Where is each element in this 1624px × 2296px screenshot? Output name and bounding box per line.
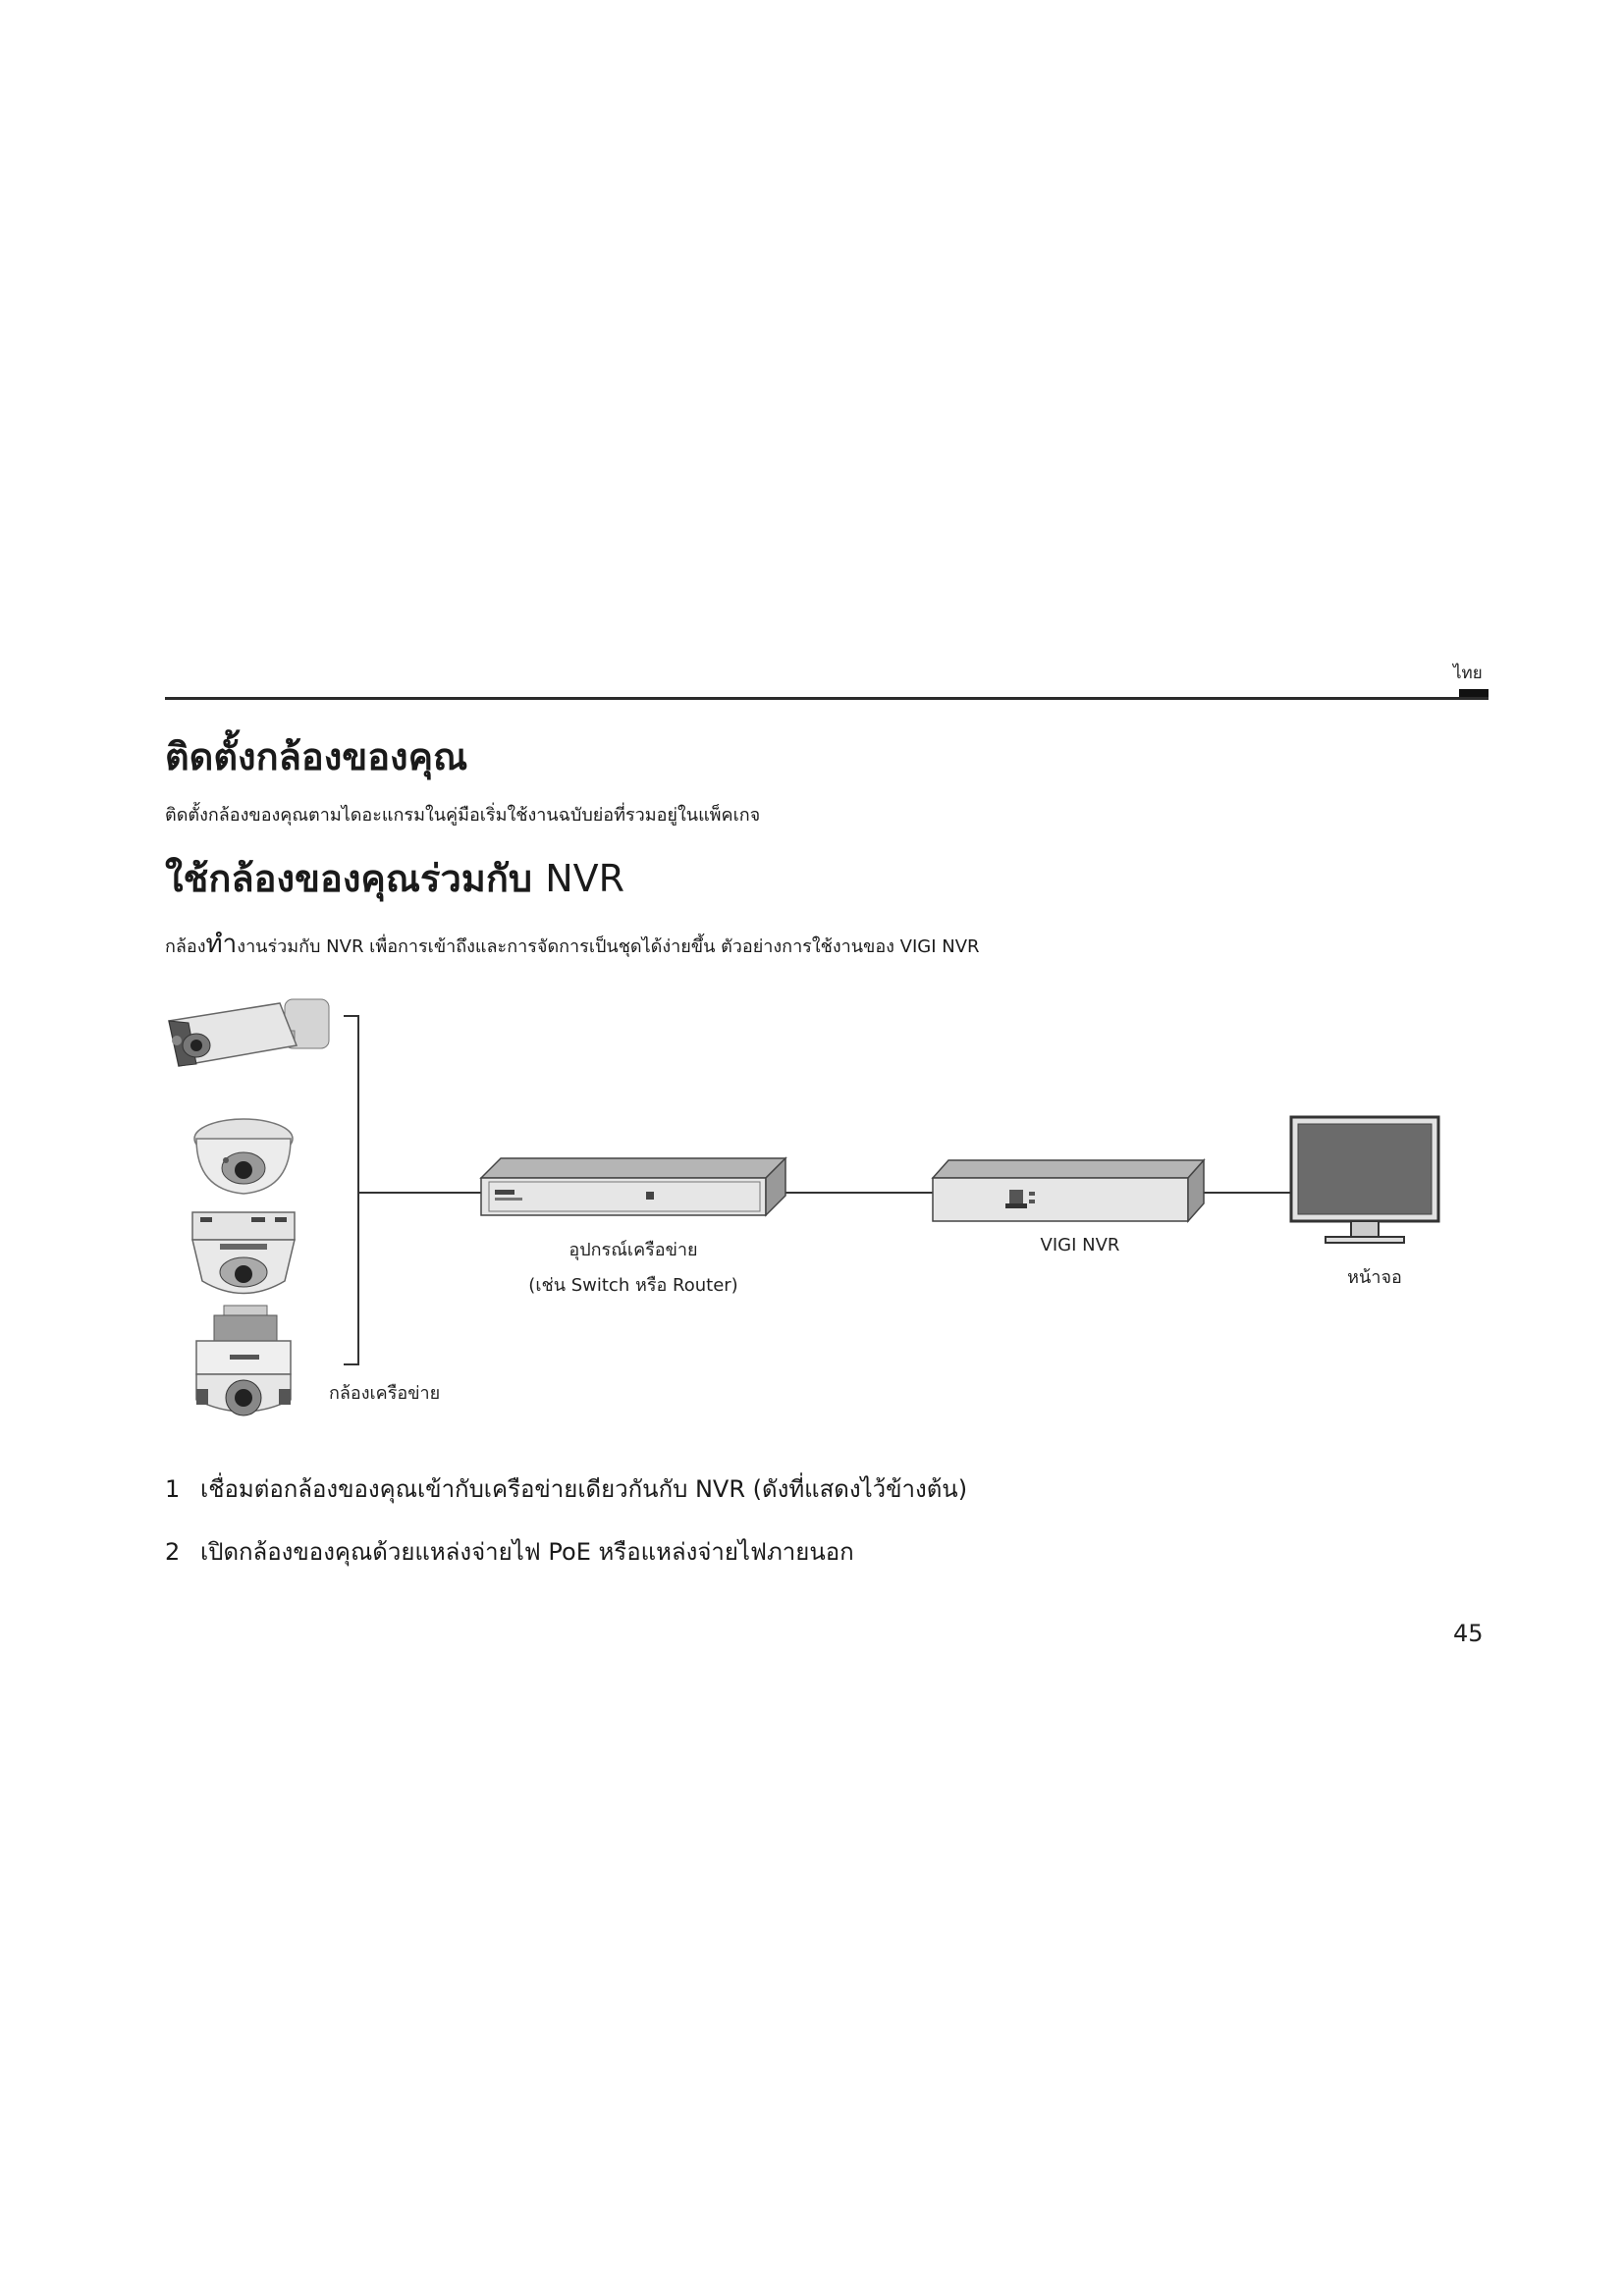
cameras-label: กล้องเครือข่าย	[329, 1383, 441, 1404]
nvr-description-prefix: กล้อง	[165, 936, 206, 957]
install-description: ติดตั้งกล้องของคุณตามไดอะแกรมในคู่มือเริ่มใช้งานฉบับย่อที่รวมอยู่ในแพ็คเกจ	[165, 805, 761, 826]
nvr-description-rest: งานร่วมกับ NVR เพื่อการเข้าถึงและการจัดการเป็นชุดได้ง่ายขึ้น ตัวอย่างการใช้งานของ VIGI NVR	[237, 936, 980, 957]
step-2-number: 2	[165, 1538, 181, 1566]
camera-bracket-line	[344, 1016, 358, 1364]
network-switch-icon	[481, 1158, 785, 1215]
step-1-number: 1	[165, 1475, 181, 1503]
dome-camera-icon	[192, 1212, 295, 1294]
ptz-camera-icon	[196, 1306, 291, 1415]
nvr-device-icon	[933, 1160, 1204, 1221]
step-2-text: เปิดกล้องของคุณด้วยแหล่งจ่ายไฟ PoE หรือแหล่งจ่ายไฟภายนอก	[200, 1538, 854, 1566]
step-1-text: เชื่อมต่อกล้องของคุณเข้ากับเครือข่ายเดียวกันกับ NVR (ดังที่แสดงไว้ข้างต้น)	[200, 1475, 968, 1503]
step-2	[165, 1537, 854, 1568]
nvr-title-text: ใช้กล้องของคุณร่วมกับ	[165, 857, 532, 900]
nvr-label: VIGI NVR	[1040, 1235, 1120, 1255]
monitor-label: หน้าจอ	[1347, 1267, 1402, 1288]
nvr-description	[165, 927, 980, 962]
turret-camera-icon	[194, 1119, 293, 1194]
nvr-title	[165, 856, 624, 903]
diagram-svg	[157, 972, 1492, 1443]
network-device-label-line2: (เช่น Switch หรือ Router)	[528, 1275, 738, 1296]
header-rule	[165, 697, 1489, 700]
network-device-label-line1: อุปกรณ์เครือข่าย	[568, 1240, 698, 1260]
page-number: 45	[1453, 1620, 1484, 1647]
nvr-title-suffix: NVR	[545, 857, 625, 900]
step-1	[165, 1474, 967, 1505]
nvr-connection-diagram	[157, 972, 1492, 1443]
bullet-camera-icon	[169, 999, 329, 1066]
nvr-description-emphasis: ทำ	[205, 930, 238, 959]
install-title: ติดตั้งกล้องของคุณ	[165, 735, 468, 778]
language-label: ไทย	[1453, 664, 1483, 683]
monitor-icon	[1291, 1117, 1438, 1243]
